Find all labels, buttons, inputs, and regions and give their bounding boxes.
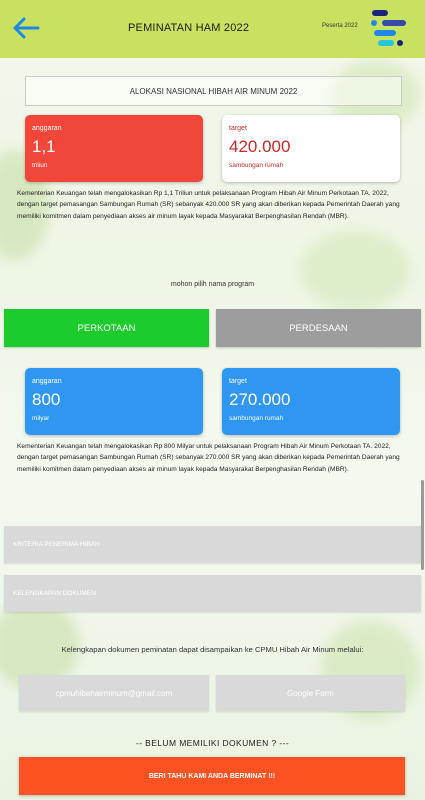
- tab-perkotaan[interactable]: PERKOTAAN: [4, 309, 209, 347]
- national-allocation-description: Kementerian Keuangan telah mengalokasikan Rp 1,1 Triliun untuk pelaksanaan Program Hibah Air Minum Perkotaan TA. 2022, dengan target pemasangan Sambungan Rumah (SR) sebanyak 420.000 SR yang akan diberikan kepada Pemerintah Daerah yang memiliki komitmen dalam penyediaan akses air minum layak kepada Masyarakat Berpenghasilan Rendah (MBR).: [17, 190, 400, 220]
- interest-cta-button[interactable]: BERI TAHU KAMI ANDA BERMINAT !!!: [19, 757, 405, 795]
- email-button[interactable]: cpmuhibahairminum@gmail.com: [19, 675, 209, 711]
- budget-label: anggaran: [32, 378, 62, 385]
- target-card-program: [222, 368, 400, 435]
- budget-unit: triliun: [32, 162, 48, 169]
- participant-year-label: Peserta 2022: [322, 23, 358, 29]
- back-arrow-icon: [12, 17, 40, 39]
- target-unit: sambungan rumah: [229, 415, 284, 422]
- target-unit: sambungan rumah: [229, 162, 284, 169]
- accordion-kelengkapan-dokumen[interactable]: [4, 575, 421, 612]
- target-value: 270.000: [229, 390, 291, 409]
- document-submission-info: Kelengkapan dokumen peminatan dapat disampaikan ke CPMU Hibah Air Minum melalui:: [61, 645, 364, 654]
- accordion-label: KRITERIA PENERIMA HIBAH: [13, 541, 100, 548]
- tab-perdesaan[interactable]: PERDESAAN: [216, 309, 421, 347]
- target-label: target: [229, 378, 247, 385]
- budget-unit: milyar: [32, 415, 50, 422]
- app-logo-icon: [368, 6, 408, 52]
- app-header: [0, 0, 425, 58]
- program-select-prompt: mohon pilih nama program: [170, 281, 255, 288]
- target-label: target: [229, 125, 247, 132]
- budget-label: anggaran: [32, 125, 62, 132]
- target-card-national: [222, 115, 400, 182]
- no-document-question: -- BELUM MEMILIKI DOKUMEN ? ---: [135, 738, 290, 748]
- accordion-kriteria-penerima-hibah[interactable]: [4, 526, 421, 563]
- page-title: PEMINATAN HAM 2022: [128, 22, 250, 34]
- back-button[interactable]: [8, 10, 44, 46]
- allocation-title: ALOKASI NASIONAL HIBAH AIR MINUM 2022: [129, 86, 298, 96]
- program-description: Kementerian Keuangan telah mengalokasikan Rp 800 Milyar untuk pelaksanaan Program Hibah Air Minum Perkotaan TA. 2022, dengan target pemasangan Sambungan Rumah (SR) sebanyak 270.000 SR yang akan diberikan kepada Pemerintah Daerah yang memiliki komitmen dalam penyediaan akses air minum layak kepada Masyarakat Berpenghasilan Rendah (MBR).: [17, 443, 400, 473]
- target-value: 420.000: [229, 137, 291, 156]
- scrollbar[interactable]: [421, 480, 424, 570]
- budget-card-national: [25, 115, 203, 182]
- budget-card-program: [25, 368, 203, 435]
- allocation-title-box: [25, 76, 402, 106]
- accordion-label: KELENGKAPAN DOKUMEN: [13, 590, 96, 597]
- google-form-button[interactable]: Google Form: [216, 675, 405, 711]
- background-leaf: [300, 230, 410, 310]
- budget-value: 1,1: [32, 137, 56, 156]
- budget-value: 800: [32, 390, 61, 409]
